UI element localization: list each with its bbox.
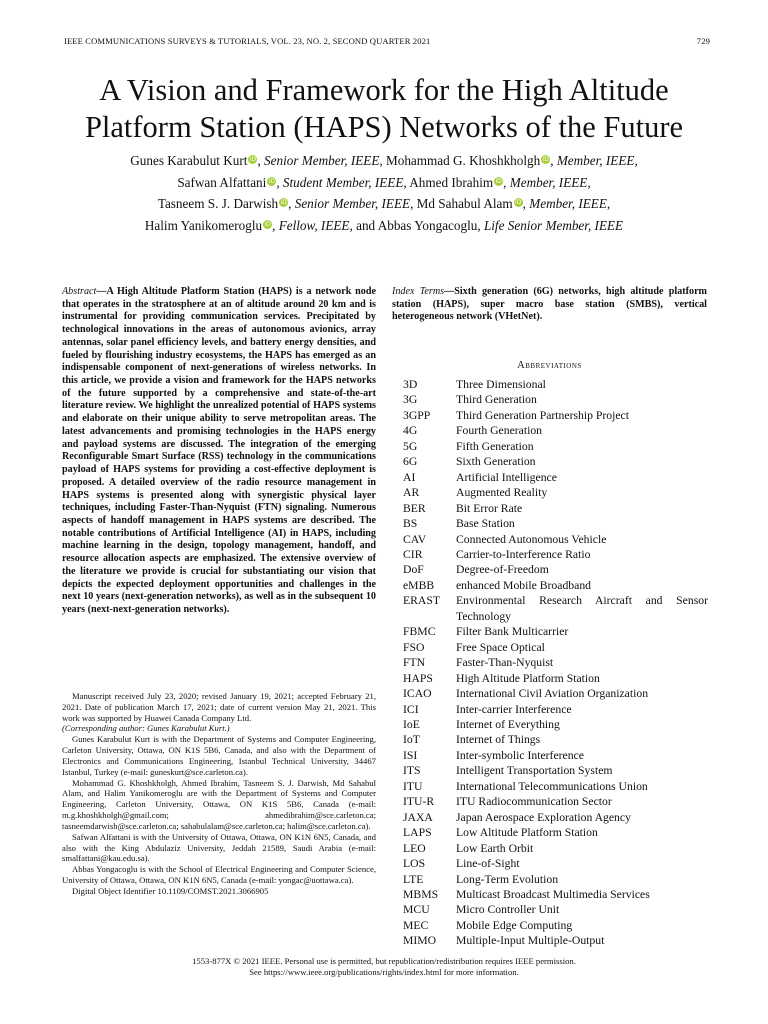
abbreviation-row: [403, 918, 708, 933]
abbreviation-term: ISI: [403, 748, 418, 762]
author-role: Student Member, IEEE: [282, 174, 404, 190]
author-role: Member, IEEE: [556, 153, 635, 168]
abbreviation-term: 3G: [403, 393, 418, 407]
abbreviation-term: LTE: [403, 872, 424, 886]
abbreviation-row: [403, 671, 708, 686]
abbreviation-definition: Intelligent Transportation System: [456, 764, 613, 778]
abbreviation-definition: International Civil Aviation Organization: [456, 687, 649, 701]
abbreviation-definition: enhanced Mobile Broadband: [456, 578, 592, 592]
abbreviation-term: MIMO: [403, 934, 437, 948]
abbreviation-term: IoT: [403, 733, 420, 747]
abbreviation-term: MEC: [403, 918, 429, 932]
abbreviations-heading: Abbreviations: [517, 360, 582, 371]
abbreviation-definition: Sixth Generation: [456, 455, 536, 469]
abbreviation-term: MCU: [403, 903, 430, 917]
footnote-yongacoglu: Abbas Yongacoglu is with the School of Electrical Engineering and Computer Science, University of Ottawa, Ottawa, ON K1N 6N5, Canada (e-mail: yongac@uottawa.ca).: [62, 864, 376, 886]
footnotes: [62, 691, 376, 897]
abbreviation-row: [403, 624, 708, 639]
abbreviation-row: [403, 717, 708, 732]
abbreviation-definition: Fifth Generation: [456, 439, 534, 453]
abbreviation-term: AI: [403, 470, 416, 484]
abbreviation-definition: Connected Autonomous Vehicle: [456, 532, 607, 546]
index-terms-text: Sixth generation (6G) networks, high altitude platform station (HAPS), super macro base station (SMBS), vertical heterogeneous network (VHetNet).: [392, 286, 707, 323]
abbreviation-row: [403, 439, 708, 454]
orcid-icon[interactable]: iD: [268, 177, 275, 185]
abbreviation-definition: Filter Bank Multicarrier: [456, 625, 569, 639]
abbreviation-row: [403, 392, 708, 407]
abbreviation-definition: Carrier-to-Interference Ratio: [456, 547, 591, 561]
abbreviation-row: [403, 856, 708, 871]
abbreviation-term: FTN: [403, 656, 426, 670]
title-line-1: A Vision and Framework for the High Altitude: [99, 73, 669, 107]
abbreviation-definition: Third Generation: [456, 393, 537, 407]
orcid-icon[interactable]: iD: [495, 177, 502, 185]
abbreviation-term: ITU: [403, 779, 423, 793]
abbreviation-definition: International Telecommunications Union: [456, 779, 648, 793]
abbreviation-term: LOS: [403, 857, 426, 871]
abbreviation-definition: Three Dimensional: [456, 378, 546, 391]
abbreviation-term: 3GPP: [403, 408, 431, 422]
abbreviation-term: 5G: [403, 439, 418, 453]
footnote-kurt: Gunes Karabulut Kurt is with the Department of Systems and Computer Engineering, Carleton University, Ottawa, ON K1S 5B6, Canada, and also with the Department of Electronics and Communications Engineering, Istanbul Technical University, 34467 Istanbul, Turkey (e-mail: guneskurt@sce.carleton.ca).: [62, 734, 376, 777]
abbreviation-term: JAXA: [403, 810, 433, 824]
abbreviation-definition: Low Earth Orbit: [456, 841, 534, 855]
abbreviation-definition: Micro Controller Unit: [456, 903, 560, 917]
copyright-line-1: 1553-877X © 2021 IEEE. Personal use is permitted, but republication/redistribution requires IEEE permission.: [192, 956, 576, 966]
abbreviation-definition: Inter-symbolic Interference: [456, 748, 584, 762]
copyright-notice: [60, 956, 708, 978]
footnote-group: Mohammad G. Khoshkholgh, Ahmed Ibrahim, Tasneem S. J. Darwish, Md Sahabul Alam, and Halim Yanikomeroglu are with the Department of Systems and Computer Engineering, Carleton University, Ottawa, ON K1S 5B6, Canada (e-mail: m.g.khoshkholgh@gmail.com; ahmedibrahim@sce.carleton.ca; tasneemdarwish@sce.carleton.ca; sahabulalam@sce.carleton.ca; halim@sce.carleton.ca).: [62, 777, 376, 831]
abbreviation-definition: Third Generation Partnership Project: [456, 408, 629, 422]
abbreviation-row: [403, 872, 708, 887]
abbreviation-term: BS: [403, 517, 418, 531]
abbreviation-definition: Japan Aerospace Exploration Agency: [456, 810, 631, 824]
abbreviation-term: LEO: [403, 841, 426, 855]
orcid-icon[interactable]: iD: [280, 199, 287, 207]
abbreviation-term: BER: [403, 501, 426, 515]
abbreviation-definition: Faster-Than-Nyquist: [456, 656, 554, 670]
author-line-3: Tasneem S. J. Darwish iD, Senior Member, IEEE, Md Sahabul Alam iD, Member, IEEE,: [157, 196, 611, 212]
author-role: Senior Member, IEEE: [264, 153, 380, 168]
orcid-icon[interactable]: iD: [542, 156, 549, 163]
abbreviation-term: FBMC: [403, 625, 436, 639]
abbreviation-row: [403, 593, 708, 624]
abbreviation-row: [403, 702, 708, 717]
abbreviation-term: CAV: [403, 532, 427, 546]
abbreviation-row: [403, 825, 708, 840]
abbreviation-definition: Inter-carrier Interference: [456, 702, 572, 716]
abbreviation-term: AR: [403, 486, 420, 500]
abbreviation-row: [403, 779, 708, 794]
index-terms-label: Index Terms: [392, 286, 445, 297]
abbreviation-definition: Environmental Research Aircraft and Sensor Technology: [456, 594, 708, 623]
abbreviation-definition: Fourth Generation: [456, 424, 543, 438]
abbreviations-list: [403, 377, 708, 949]
orcid-icon[interactable]: iD: [264, 221, 271, 229]
author-role: Member, IEEE: [529, 196, 607, 212]
author-name: Tasneem S. J. Darwish: [157, 196, 279, 212]
abbreviation-term: 4G: [403, 424, 418, 438]
author-role: Fellow, IEEE: [278, 218, 350, 234]
journal-name: IEEE COMMUNICATIONS SURVEYS & TUTORIALS, VOL. 23, NO. 2, SECOND QUARTER 2021: [64, 36, 431, 46]
abbreviation-row: [403, 763, 708, 778]
author-name: Gunes Karabulut Kurt: [130, 153, 248, 168]
title-line-2: Platform Station (HAPS) Networks of the Future: [84, 110, 684, 144]
abbreviation-term: DoF: [403, 563, 424, 577]
abbreviation-row: [403, 933, 708, 948]
abbreviation-definition: Degree-of-Freedom: [456, 563, 549, 577]
abbreviation-row: [403, 810, 708, 825]
abbreviation-definition: Multicast Broadcast Multimedia Services: [456, 887, 650, 901]
abbreviation-definition: Long-Term Evolution: [456, 872, 559, 886]
abbreviation-row: [403, 655, 708, 670]
author-name: Ahmed Ibrahim: [409, 174, 494, 190]
abbreviation-row: [403, 887, 708, 902]
author-role: Life Senior Member, IEEE: [483, 218, 624, 234]
abbreviation-row: [403, 485, 708, 500]
author-line-2: Safwan Alfattani iD, Student Member, IEEE, Ahmed Ibrahim iD, Member, IEEE,: [177, 174, 591, 190]
footnote-alfattani: Safwan Alfattani is with the University of Ottawa, Ottawa, ON K1N 6N5, Canada, and also with the King Abdulaziz University, Jeddah 21589, Saudi Arabia (e-mail: smalfattani@kau.edu.sa).: [62, 831, 376, 864]
abbreviation-term: IoE: [403, 717, 420, 731]
author-name: Md Sahabul Alam: [416, 196, 513, 212]
abbreviation-term: ITU-R: [403, 795, 435, 809]
footnote-doi: Digital Object Identifier 10.1109/COMST.2021.3066905: [72, 885, 269, 896]
abbreviation-row: [403, 562, 708, 577]
abbreviation-definition: ITU Radiocommunication Sector: [456, 795, 612, 809]
abbreviation-row: [403, 377, 708, 392]
abbreviation-row: [403, 640, 708, 655]
abbreviation-row: [403, 516, 708, 531]
abstract: Abstract—A High Altitude Platform Station (HAPS) is a network node that operates in the stratosphere at an of altitude around 20 km and is instrumental for providing communication services. Precipitated by technological innovations in the areas of autonomous avionics, array antennas, solar panel efficiency levels, and battery energy densities, and fueled by flourishing industry ecosystems, the HAPS has emerged as an indispensable component of next-generations of wireless networks. In this article, we provide a vision and framework for the HAPS networks of the future supported by a comprehensive and state-of-the-art literature review. We highlight the unrealized potential of HAPS systems and elaborate on their unique ability to serve metropolitan areas. The latest advancements and promising technologies in the HAPS energy and payload systems are discussed. The integration of the emerging Reconfigurable Smart Surface (RSS) technology in the communications payload of HAPS systems for providing a cost-effective deployment is proposed. A detailed overview of the radio resource management in HAPS systems is presented along with synergistic physical layer techniques, including Faster-Than-Nyquist (FTN) signaling. Numerous aspects of handoff management in HAPS systems are described. The notable contributions of Artificial Intelligence (AI) in HAPS, including machine learning in the design, topology management, handoff, and resource allocation aspects are emphasized. The extensive overview of the literature we provide is crucial for substantiating our vision that depicts the expected deployment opportunities and challenges in the next 10 years (next-generation networks), as well as in the subsequent 10 years (next-next-generation networks).: [62, 286, 376, 615]
abbreviation-term: eMBB: [403, 578, 435, 592]
abbreviation-row: [403, 547, 708, 562]
author-role: Member, IEEE: [509, 174, 588, 190]
abbreviation-definition: Mobile Edge Computing: [456, 918, 573, 932]
footnote-manuscript: Manuscript received July 23, 2020; revised January 19, 2021; accepted February 21, 2021. Date of publication March 17, 2021; date of current version May 21, 2021. This work was supported by Huawei Canada Company Ltd.: [62, 691, 376, 723]
paper-title: [40, 72, 728, 146]
abbreviation-term: ERAST: [403, 594, 441, 608]
abbreviation-definition: Base Station: [456, 517, 515, 531]
abbreviation-row: [403, 408, 708, 423]
abbreviation-term: HAPS: [403, 671, 433, 685]
abbreviation-row: [403, 794, 708, 809]
abstract-label: Abstract: [62, 286, 97, 297]
abbreviation-definition: Bit Error Rate: [456, 501, 523, 515]
running-header: [64, 36, 710, 48]
author-name: Safwan Alfattani: [177, 174, 267, 190]
footnote-corresponding: (Corresponding author: Gunes Karabulut Kurt.): [62, 723, 230, 734]
author-line-4: Halim Yanikomeroglu iD, Fellow, IEEE, and Abbas Yongacoglu, Life Senior Member, IEEE: [144, 218, 624, 234]
author-name: Halim Yanikomeroglu: [144, 218, 263, 234]
abbreviation-term: 3D: [403, 378, 418, 391]
abbreviation-term: LAPS: [403, 826, 432, 840]
abbreviation-definition: High Altitude Platform Station: [456, 671, 600, 685]
abbreviation-row: [403, 732, 708, 747]
copyright-line-2: See https://www.ieee.org/publications/rights/index.html for more information.: [249, 967, 519, 977]
page-number: 729: [696, 36, 710, 46]
abbreviation-row: [403, 501, 708, 516]
abbreviation-term: 6G: [403, 455, 418, 469]
author-name: Mohammad G. Khoshkholgh: [386, 153, 541, 168]
abbreviation-row: [403, 686, 708, 701]
abbreviation-definition: Line-of-Sight: [456, 857, 520, 871]
abbreviation-definition: Internet of Things: [456, 733, 541, 747]
author-role: Senior Member, IEEE: [294, 196, 411, 212]
abbreviation-row: [403, 578, 708, 593]
abbreviation-term: ICAO: [403, 687, 432, 701]
abbreviation-row: [403, 532, 708, 547]
abbreviation-term: ITS: [403, 764, 421, 778]
orcid-icon[interactable]: iD: [249, 156, 257, 163]
abbreviation-definition: Augmented Reality: [456, 486, 548, 500]
abbreviation-definition: Low Altitude Platform Station: [456, 826, 598, 840]
abbreviation-definition: Free Space Optical: [456, 640, 545, 654]
abbreviation-row: [403, 841, 708, 856]
abstract-text: A High Altitude Platform Station (HAPS) is a network node that operates in the stratosphere at an of altitude around 20 km and is instrumental for providing communication services. Precipitated by technological innovations in the areas of autonomous avionics, array antennas, solar panel efficiency levels, and battery energy densities, and fueled by flourishing industry ecosystems, the HAPS has emerged as an indispensable component of next-generations of wireless networks. In this article, we provide a vision and framework for the HAPS networks of the future supported by a comprehensive and state-of-the-art literature review. We highlight the unrealized potential of HAPS systems and elaborate on their unique ability to serve metropolitan areas. The latest advancements and promising technologies in the HAPS energy and payload systems are discussed. The integration of the emerging Reconfigurable Smart Surface (RSS) technology in the communications payload of HAPS systems for providing a cost-effective deployment is proposed. A detailed overview of the radio resource management in HAPS systems is presented along with synergistic physical layer techniques, including Faster-Than-Nyquist (FTN) signaling. Numerous aspects of handoff management in HAPS systems are described. The notable contributions of Artificial Intelligence (AI) in HAPS, including machine learning in the design, topology management, handoff, and resource allocation aspects are emphasized. The extensive overview of the literature we provide is crucial for substantiating our vision that depicts the expected deployment opportunities and challenges in the next 10 years (next-generation networks), as well as in the subsequent 10 years (next-next-generation networks).: [62, 286, 376, 615]
abbreviation-row: [403, 423, 708, 438]
author-list: [60, 150, 708, 237]
orcid-icon[interactable]: iD: [515, 199, 522, 207]
abbreviation-row: [403, 454, 708, 469]
abbreviation-term: ICI: [403, 702, 419, 716]
abbreviation-term: CIR: [403, 547, 423, 561]
author-line-1: Gunes Karabulut Kurt iD, Senior Member, IEEE, Mohammad G. Khoshkholgh iD, Member, IEEE,: [130, 153, 638, 168]
abbreviation-row: [403, 748, 708, 763]
abbreviation-definition: Internet of Everything: [456, 717, 560, 731]
abbreviation-definition: Artificial Intelligence: [456, 470, 557, 484]
abbreviation-definition: Multiple-Input Multiple-Output: [456, 934, 605, 948]
index-terms: Index Terms—Sixth generation (6G) networks, high altitude platform station (HAPS), super macro base station (SMBS), vertical heterogeneous network (VHetNet).: [392, 286, 707, 323]
abbreviation-row: [403, 470, 708, 485]
abbreviation-term: MBMS: [403, 887, 439, 901]
abbreviation-row: [403, 902, 708, 917]
author-name: Abbas Yongacoglu: [377, 218, 478, 234]
abbreviation-term: FSO: [403, 640, 425, 654]
